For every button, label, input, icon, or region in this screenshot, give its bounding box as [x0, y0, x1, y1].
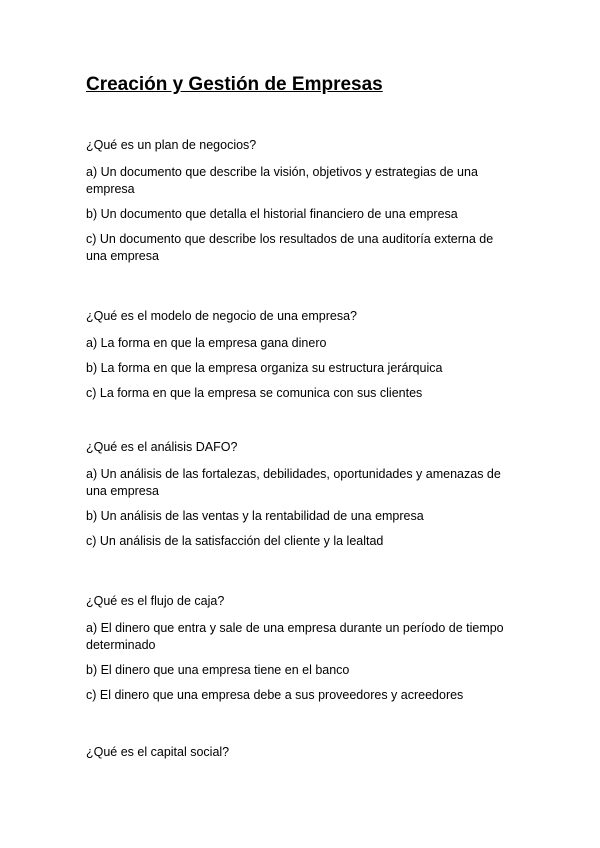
answer-option-c: c) Un análisis de la satisfacción del cliente y la lealtad — [86, 534, 384, 548]
question-text: ¿Qué es el capital social? — [86, 745, 230, 759]
question-block-4 — [86, 593, 516, 712]
answer-option-b: b) Un análisis de las ventas y la rentabilidad de una empresa — [86, 509, 424, 523]
answer-option-b: b) La forma en que la empresa organiza su estructura jerárquica — [86, 361, 443, 375]
answer-option-b: b) El dinero que una empresa tiene en el banco — [86, 663, 350, 677]
question-block-2 — [86, 308, 516, 410]
answer-option-c: c) Un documento que describe los resultados de una auditoría externa de una empresa — [86, 232, 494, 263]
question-block-1 — [86, 137, 516, 273]
question-text: ¿Qué es el análisis DAFO? — [86, 440, 238, 454]
answer-option-b: b) Un documento que detalla el historial financiero de una empresa — [86, 207, 458, 221]
question-block-3 — [86, 439, 516, 558]
question-block-5 — [86, 744, 516, 771]
answer-option-a: a) La forma en que la empresa gana dinero — [86, 336, 327, 350]
answer-option-c: c) La forma en que la empresa se comunica con sus clientes — [86, 386, 423, 400]
answer-option-a: a) Un documento que describe la visión, objetivos y estrategias de una empresa — [86, 165, 478, 196]
question-text: ¿Qué es el modelo de negocio de una empresa? — [86, 309, 358, 323]
answer-option-c: c) El dinero que una empresa debe a sus proveedores y acreedores — [86, 688, 464, 702]
answer-option-a: a) El dinero que entra y sale de una empresa durante un período de tiempo determinado — [86, 621, 504, 652]
question-text: ¿Qué es el flujo de caja? — [86, 594, 225, 608]
answer-option-a: a) Un análisis de las fortalezas, debilidades, oportunidades y amenazas de una empresa — [86, 467, 501, 498]
document-title: Creación y Gestión de Empresas — [86, 74, 383, 95]
question-text: ¿Qué es un plan de negocios? — [86, 138, 257, 152]
